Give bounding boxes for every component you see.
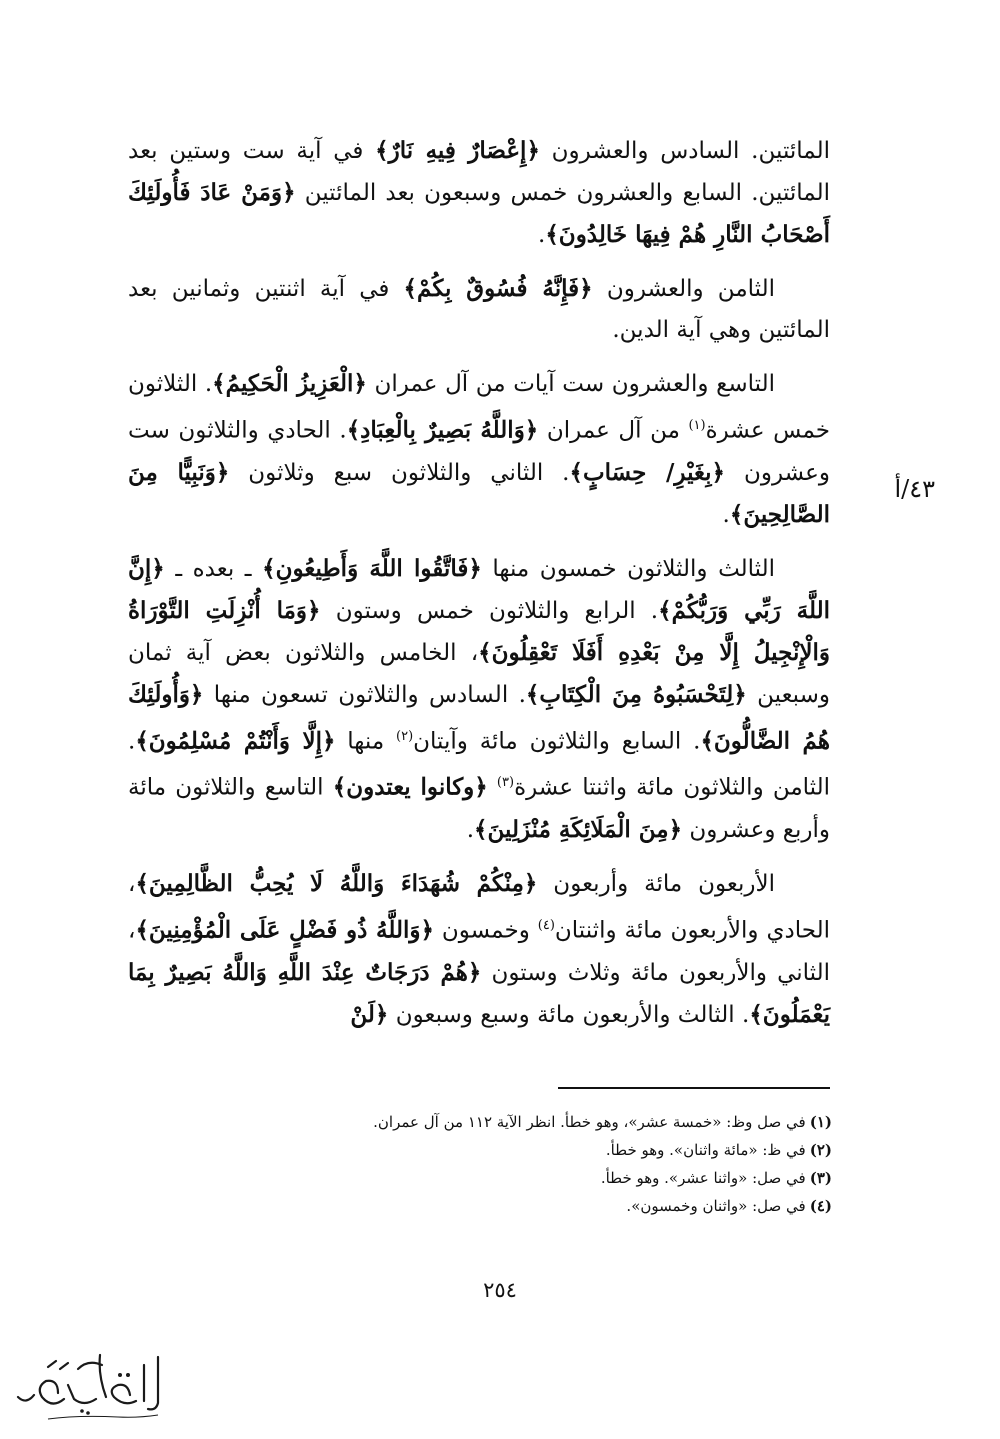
- footnote-text: في صل: «واثنا عشر». وهو خطأ.: [600, 1169, 806, 1187]
- paragraph-text: .: [722, 501, 730, 528]
- quran-quote: ﴿لَنْ: [350, 1000, 389, 1028]
- page-number: ٢٥٤: [483, 1278, 517, 1302]
- quran-quote: ﴿لِتَحْسَبُوهُ مِنَ الْكِتَابِ﴾: [525, 680, 747, 708]
- quran-quote: ﴿وَاللَّهُ بَصِيرٌ بِالْعِبَادِ﴾: [346, 416, 539, 444]
- quran-quote: ﴿وكانوا يعتدون﴾: [332, 773, 488, 801]
- paragraph-text: ، الخامس والثلاثون بعض آية ثمان وسبعين: [128, 639, 830, 708]
- paragraph-text: . الرابع والثلاثون خمس وستون: [320, 597, 659, 624]
- footnote-item: [200, 1164, 832, 1192]
- quran-quote: ﴿فَإِنَّهُ فُسُوقٌ بِكُمْ﴾: [403, 275, 593, 302]
- paragraph-text: ـ بعده ـ: [164, 555, 263, 582]
- quran-quote: ﴿وَمَنْ عَادَ فَأُولَئِكَ أَصْحَابُ النَّارِ هُمْ فِيهَا خَالِدُونَ﴾: [128, 179, 830, 248]
- quran-quote: ﴿هُمْ دَرَجَاتٌ عِنْدَ اللَّهِ وَاللَّهُ بَصِيرٌ بِمَا يَعْمَلُونَ﴾: [128, 958, 830, 1028]
- footnote-marker: (٢): [396, 728, 414, 744]
- footnote-text: في ظ: «مائة واثنان». وهو خطأ.: [605, 1141, 806, 1159]
- quran-quote: ﴿بِغَيْرِ/ حِسَابٍ﴾: [569, 458, 725, 486]
- footnote-number: (١): [809, 1113, 832, 1131]
- footnote-marker: (٣): [496, 775, 515, 791]
- paragraph: [128, 863, 830, 1036]
- paragraph-text: . السابع والثلاثون مائة وآيتان: [413, 728, 701, 755]
- paragraph-text: منها: [335, 728, 396, 755]
- paragraph: [128, 130, 830, 256]
- footnote-text: في صل: «واثنان وخمسون».: [626, 1197, 806, 1215]
- paragraph-text: وخمسون: [433, 917, 538, 944]
- library-seal-logo: [8, 1345, 168, 1425]
- paragraph-text: ، الثاني والأربعون مائة وثلاث وستون: [128, 917, 830, 986]
- paragraph-text: التاسع والعشرون ست آيات من آل عمران: [366, 371, 776, 397]
- quran-quote: ﴿إِلَّا وَأَنْتُمْ مُسْلِمُونَ﴾: [135, 727, 336, 755]
- paragraph-text: . السادس والثلاثون تسعون منها: [203, 681, 526, 708]
- quran-quote: ﴿إِعْصَارٌ فِيهِ نَارٌ﴾: [375, 137, 540, 164]
- footnote-separator: [558, 1087, 830, 1089]
- quran-quote: ﴿الْعَزِيزُ الْحَكِيمُ﴾: [212, 370, 367, 397]
- paragraph-text: . الثاني والثلاثون سبع وثلاثون: [229, 459, 570, 486]
- paragraph-text: التاسع والثلاثون مائة وأربع وعشرون: [128, 774, 830, 843]
- paragraph-text: [488, 775, 497, 801]
- footnote-text: في صل وظ: «خمسة عشر»، وهو خطأ. انظر الآية ١١٢ من آل عمران.: [373, 1113, 806, 1131]
- paragraph-text: . الحادي والثلاثون ست وعشرون: [128, 417, 830, 486]
- paragraph-text: .: [538, 222, 546, 248]
- paragraph-text: في آية ست وستين بعد المائتين. السابع والعشرون خمس وسبعون بعد المائتين: [128, 138, 830, 206]
- footnote-number: (٤): [809, 1197, 832, 1215]
- footnote-item: [200, 1108, 832, 1136]
- paragraph: [128, 268, 830, 351]
- footnote-item: [200, 1192, 832, 1220]
- paragraph-text: . الثالث والأربعون مائة وسبع وسبعون: [388, 1001, 750, 1028]
- quran-quote: ﴿وَاللَّهُ ذُو فَضْلٍ عَلَى الْمُؤْمِنِينَ﴾: [135, 916, 434, 944]
- paragraph-text: الأربعون مائة وأربعون: [537, 870, 775, 897]
- quran-quote: ﴿وَمَا أُنْزِلَتِ التَّوْرَاةُ وَالْإِنْجِيلُ إِلَّا مِنْ بَعْدِهِ أَفَلَا تَعْقِلُونَ﴾: [128, 596, 830, 666]
- paragraph-text: من آل عمران: [538, 417, 689, 444]
- paragraph: [128, 548, 830, 851]
- footnote-item: [200, 1136, 832, 1164]
- quran-quote: ﴿مِنَ الْمَلَائِكَةِ مُنْزَلِينَ﴾: [474, 815, 683, 843]
- footnote-marker: (٤): [537, 917, 555, 933]
- quran-quote: ﴿إِنَّ اللَّهَ رَبِّي وَرَبُّكُمْ﴾: [128, 554, 830, 624]
- footnote-number: (٢): [809, 1141, 832, 1159]
- footnote-number: (٣): [809, 1169, 832, 1187]
- footnote-marker: (١): [688, 418, 706, 433]
- quran-quote: ﴿مِنْكُمْ شُهَدَاءَ وَاللَّهُ لَا يُحِبُّ الظَّالِمِينَ﴾: [135, 869, 538, 897]
- manuscript-folio-reference: ٤٣/أ: [894, 475, 935, 503]
- paragraph: [128, 363, 830, 536]
- paragraph-text: المائتين. السادس والعشرون: [539, 138, 830, 164]
- paragraph-text: ، الحادي والأربعون مائة واثنتان: [128, 870, 830, 944]
- footnotes: [200, 1108, 832, 1220]
- paragraph-text: الثامن والعشرون: [592, 276, 775, 302]
- paragraph-text: . الثامن والثلاثون مائة واثنتا عشرة: [128, 728, 831, 801]
- quran-quote: ﴿وَأُولَئِكَ هُمُ الضَّالُّونَ﴾: [128, 680, 830, 755]
- paragraph-text: . الثلاثون خمس عشرة: [128, 371, 830, 444]
- paragraph-text: الثالث والثلاثون خمسون منها: [481, 555, 776, 582]
- paragraph-text: .: [466, 816, 475, 843]
- paragraph-text: في آية اثنتين وثمانين بعد المائتين وهي آية الدين.: [128, 276, 830, 343]
- quran-quote: ﴿وَنَبِيًّا مِنَ الصَّالِحِينَ﴾: [128, 458, 830, 528]
- main-text: [128, 130, 830, 1048]
- quran-quote: ﴿فَاتَّقُوا اللَّهَ وَأَطِيعُونِ﴾: [262, 554, 482, 582]
